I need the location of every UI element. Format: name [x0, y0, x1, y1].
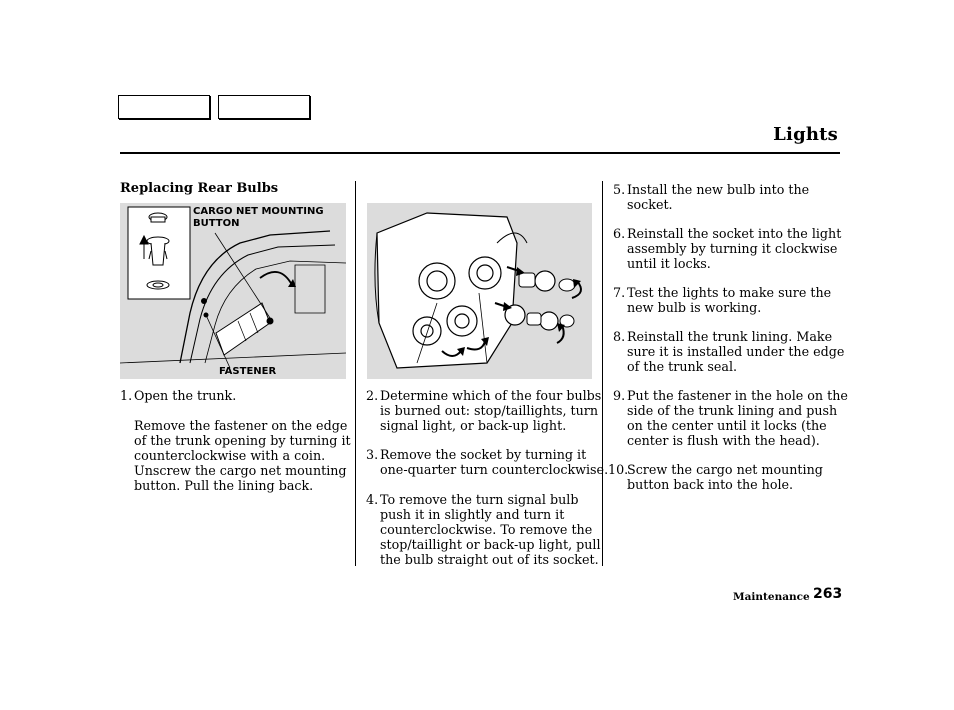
step-8-text: Reinstall the trunk lining. Make sure it is installed under the edge of the trunk seal. [627, 329, 845, 374]
column-divider-2 [602, 181, 603, 566]
page-title: Lights [773, 124, 838, 145]
step-2-number: 2. [366, 388, 379, 403]
step-3-number: 3. [366, 447, 379, 462]
step-10-number: 10. [608, 462, 629, 477]
step-7-text: Test the lights to make sure the new bulb is working. [627, 285, 832, 315]
step-3-text: Remove the socket by turning it one-quarter turn counterclockwise. [380, 447, 609, 477]
step-9-text: Put the fastener in the hole on the side of the trunk lining and push on the center until it locks (the center is flush with the head). [627, 388, 848, 448]
page-number: 263 [813, 586, 843, 602]
step-1-detail-text: Remove the fastener on the edge of the trunk opening by turning it counterclockwise with a coin. Unscrew the cargo net mounting button. Pull the lining back. [134, 418, 351, 493]
trunk-lining-illustration [120, 203, 346, 379]
section-heading: Replacing Rear Bulbs [120, 181, 279, 196]
step-6-text: Reinstall the socket into the light assembly by turning it clockwise until it locks. [627, 226, 842, 271]
step-5-number: 5. [613, 182, 626, 197]
column-divider-1 [355, 181, 356, 566]
step-10-text: Screw the cargo net mounting button back into the hole. [627, 462, 823, 492]
step-7-number: 7. [613, 285, 626, 300]
nav-tab-2[interactable] [218, 95, 310, 119]
callout-cargo-net-button: CARGO NET MOUNTING BUTTON [193, 206, 324, 229]
step-4-text: To remove the turn signal bulb push it in slightly and turn it counterclockwise. To remove the stop/taillight or back-up light, pull the bulb straight out of its socket. [380, 492, 601, 567]
step-9-number: 9. [613, 388, 626, 403]
step-5-text: Install the new bulb into the socket. [627, 182, 810, 212]
step-2-text: Determine which of the four bulbs is burned out: stop/taillights, turn signal light, or back-up light. [380, 388, 602, 433]
step-6-number: 6. [613, 226, 626, 241]
step-8-number: 8. [613, 329, 626, 344]
step-4-number: 4. [366, 492, 379, 507]
step-1-text: Open the trunk. [134, 388, 237, 403]
nav-tab-1[interactable] [118, 95, 210, 119]
header-rule [120, 152, 840, 154]
footer-section-label: Maintenance [733, 591, 810, 603]
taillight-sockets-drawing [367, 203, 592, 379]
step-1-number: 1. [120, 388, 133, 403]
callout-fastener: FASTENER [219, 366, 277, 377]
taillight-sockets-illustration [367, 203, 592, 379]
